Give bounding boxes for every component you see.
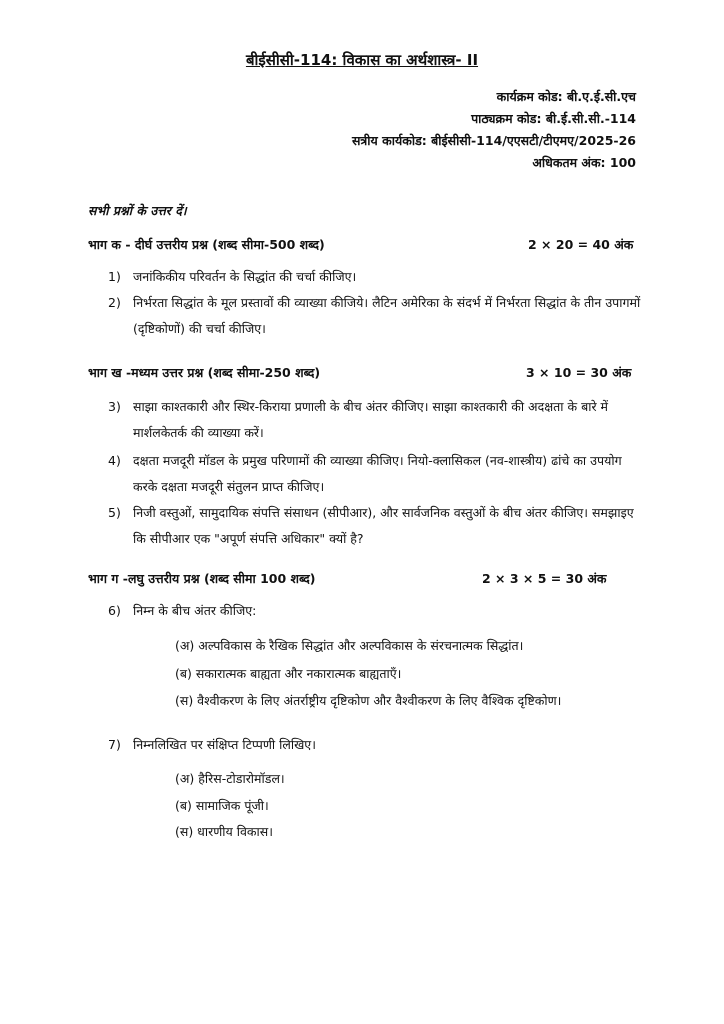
question-text: निर्भरता सिद्धांत के मूल प्रस्तावों की व्याख्या कीजिये। लैटिन अमेरिका के संदर्भ में निर्भरता सिद्धांत के तीन उपागमों (दृष्टिकोणों) की चर्चा कीजिए। <box>133 295 641 336</box>
section-marks: 2 × 20 = 40 अंक <box>528 237 634 252</box>
question-text: साझा काश्तकारी और स्थिर-किराया प्रणाली के बीच अंतर कीजिए। साझा काश्तकारी की अदक्षता के बारे में मार्शलकेतर्क की व्याख्या करें। <box>133 399 609 440</box>
question-text: निजी वस्तुओं, सामुदायिक संपत्ति संसाधन (सीपीआर), और सार्वजनिक वस्तुओं के बीच अंतर कीजिए। समझाइए कि सीपीआर एक "अपूर्ण संपत्ति अधिकार" क्यों है? <box>133 505 634 546</box>
section-a-heading <box>88 236 648 253</box>
question-number: 5) <box>108 505 121 520</box>
question-text: दक्षता मजदूरी मॉडल के प्रमुख परिणामों की व्याख्या कीजिए। नियो-क्लासिकल (नव-शास्त्रीय) ढांचे का उपयोग करके दक्षता मजदूरी संतुलन प्राप्त कीजिए। <box>133 453 622 494</box>
question-4 <box>108 448 648 500</box>
question-text: निम्नलिखित पर संक्षिप्त टिप्पणी लिखिए। <box>133 737 316 752</box>
question-text: जनांकिकीय परिवर्तन के सिद्धांत की चर्चा कीजिए। <box>133 269 357 284</box>
question-number: 2) <box>108 295 121 310</box>
course-meta <box>352 86 636 174</box>
question-7-part-b: (ब) सामाजिक पूंजी। <box>175 798 269 813</box>
program-code: कार्यक्रम कोड: बी.ए.ई.सी.एच <box>496 89 636 104</box>
question-6-part-b: (ब) सकारात्मक बाह्यता और नकारात्मक बाह्यताएँ। <box>175 666 402 681</box>
question-text: निम्न के बीच अंतर कीजिए: <box>133 603 257 618</box>
question-7 <box>108 732 648 758</box>
question-number: 4) <box>108 453 121 468</box>
section-heading: भाग ख -मध्यम उत्तर प्रश्न (शब्द सीमा-250 शब्द) <box>88 365 321 380</box>
question-7-part-a: (अ) हैरिस-टोडारोमॉडल। <box>175 771 285 786</box>
section-heading: भाग ग -लघु उत्तरीय प्रश्न (शब्द सीमा 100 शब्द) <box>88 571 316 586</box>
instruction: सभी प्रश्नों के उत्तर दें। <box>88 203 187 218</box>
question-6 <box>108 598 648 624</box>
question-2 <box>108 290 648 342</box>
section-marks: 3 × 10 = 30 अंक <box>526 365 632 380</box>
question-number: 7) <box>108 737 121 752</box>
assignment-code: सत्रीय कार्यकोड: बीईसीसी-114/एएसटी/टीएमए/2025-26 <box>351 133 636 148</box>
section-marks: 2 × 3 × 5 = 30 अंक <box>482 571 607 586</box>
section-c-heading <box>88 570 648 587</box>
question-number: 6) <box>108 603 121 618</box>
question-number: 3) <box>108 399 121 414</box>
page-title: बीईसीसी-114: विकास का अर्थशास्त्र- II <box>245 51 479 69</box>
course-code: पाठ्यक्रम कोड: बी.ई.सी.सी.-114 <box>471 111 636 126</box>
section-heading: भाग क - दीर्घ उत्तरीय प्रश्न (शब्द सीमा-500 शब्द) <box>88 237 325 252</box>
question-6-part-a: (अ) अल्पविकास के रैखिक सिद्धांत और अल्पविकास के संरचनात्मक सिद्धांत। <box>175 638 524 653</box>
question-number: 1) <box>108 269 121 284</box>
max-marks: अधिकतम अंक: 100 <box>532 155 636 170</box>
question-3 <box>108 394 648 446</box>
question-5 <box>108 500 648 552</box>
question-6-part-c: (स) वैश्वीकरण के लिए अंतर्राष्ट्रीय दृष्टिकोण और वैश्वीकरण के लिए वैश्विक दृष्टिकोण। <box>175 693 562 708</box>
question-7-part-c: (स) धारणीय विकास। <box>175 824 273 839</box>
section-b-heading <box>88 364 648 381</box>
question-1 <box>108 264 648 290</box>
